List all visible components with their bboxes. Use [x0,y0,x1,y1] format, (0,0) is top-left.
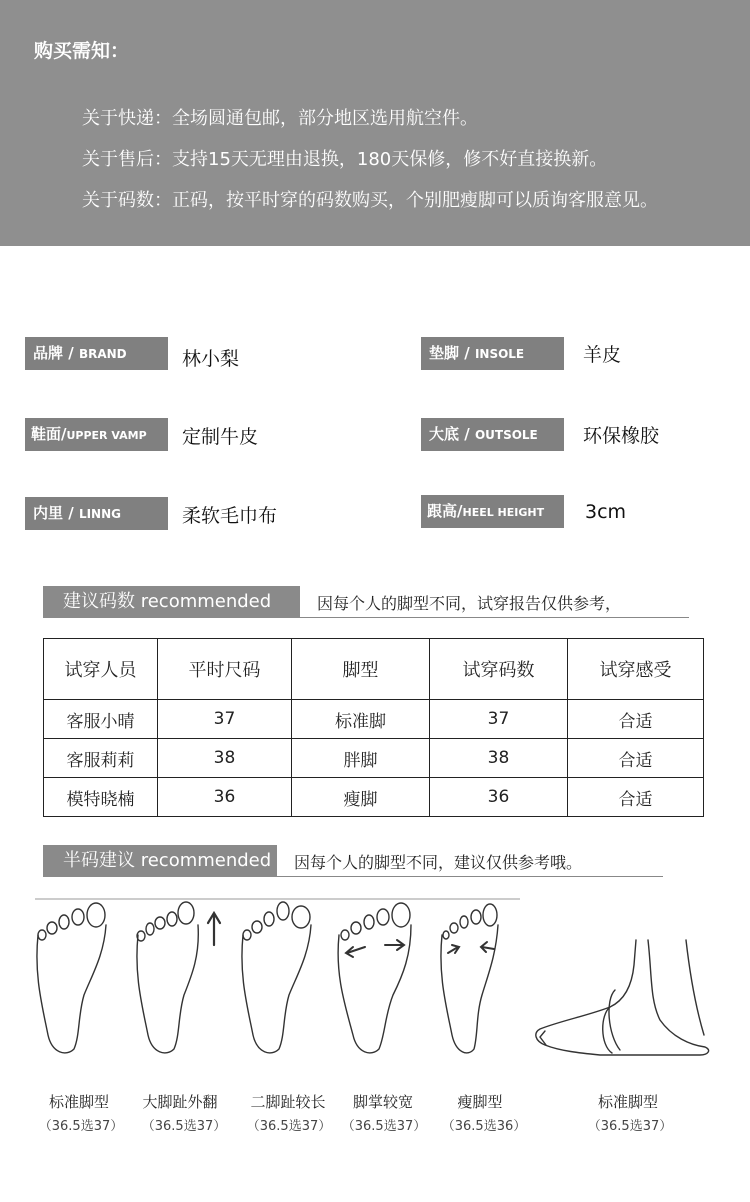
table-header: 试穿码数 [430,639,568,700]
foot-bunion-icon [137,902,220,1053]
foot-size-long-second-toe: （36.5选37） [246,1119,332,1134]
foot-size-side-standard: （36.5选37） [587,1119,673,1134]
foot-side-view-icon [536,940,709,1055]
foot-wide-icon [338,903,411,1053]
purchase-notice [0,0,750,246]
spec-label-outsole: 大底 / OUTSOLE [421,418,564,451]
recommend-rule [300,617,689,618]
table-cell: 瘦脚 [292,778,430,817]
notice-title: 购买需知： [34,40,130,62]
spec-value-upper: 定制牛皮 [182,426,259,448]
table-cell: 合适 [568,700,704,739]
foot-size-bunion: （36.5选37） [141,1119,227,1134]
table-row [44,700,704,739]
foot-narrow-icon [441,904,498,1053]
foot-size-narrow: （36.5选36） [441,1119,527,1134]
table-header: 脚型 [292,639,430,700]
halfsize-banner: 半码建议 recommended [43,845,277,877]
foot-standard-icon [37,903,106,1053]
foot-label-wide: 脚掌较宽 [352,1093,413,1111]
notice-shipping: 关于快递：全场圆通包邮，部分地区选用航空件。 [82,108,478,129]
spec-label-brand: 品牌 / BRAND [25,337,168,370]
spec-value-outsole: 环保橡胶 [583,425,660,447]
recommend-note: 因每个人的脚型不同，试穿报告仅供参考， [317,594,622,613]
notice-aftersale: 关于售后：支持15天无理由退换，180天保修，修不好直接换新。 [82,149,608,170]
spec-label-upper: 鞋面/UPPER VAMP [25,418,168,451]
table-cell: 模特晓楠 [44,778,158,817]
foot-size-standard: （36.5选37） [38,1119,124,1134]
recommend-banner: 建议码数 recommended [43,586,300,618]
table-header: 试穿感受 [568,639,704,700]
table-header-row [44,639,704,700]
foot-label-standard: 标准脚型 [48,1093,109,1111]
foot-label-narrow: 瘦脚型 [457,1093,503,1111]
foot-drawings [0,895,750,1095]
table-cell: 客服小晴 [44,700,158,739]
spec-label-heel: 跟高/HEEL HEIGHT [421,495,564,528]
table-cell: 合适 [568,739,704,778]
halfsize-note: 因每个人的脚型不同，建议仅供参考哦。 [294,853,583,872]
table-row [44,778,704,817]
table-cell: 37 [430,700,568,739]
table-header: 试穿人员 [44,639,158,700]
table-cell: 标准脚 [292,700,430,739]
table-cell: 36 [430,778,568,817]
foot-label-bunion: 大脚趾外翻 [142,1093,218,1111]
table-header: 平时尺码 [158,639,292,700]
table-cell: 38 [430,739,568,778]
spec-value-insole: 羊皮 [583,344,622,366]
table-cell: 客服莉莉 [44,739,158,778]
spec-value-lining: 柔软毛巾布 [182,505,278,527]
table-cell: 36 [158,778,292,817]
spec-label-lining: 内里 / LINNG [25,497,168,530]
spec-value-brand: 林小梨 [182,348,240,370]
halfsize-rule [277,876,663,877]
foot-label-long-second-toe: 二脚趾较长 [250,1093,326,1111]
table-cell: 37 [158,700,292,739]
fit-report-table [43,638,704,817]
notice-sizing: 关于码数：正码，按平时穿的码数购买，个别肥瘦脚可以质询客服意见。 [82,190,658,211]
foot-label-side-standard: 标准脚型 [597,1093,658,1111]
spec-value-heel: 3cm [585,501,627,523]
foot-size-wide: （36.5选37） [341,1119,427,1134]
foot-long-second-toe-icon [242,902,311,1053]
table-cell: 胖脚 [292,739,430,778]
table-cell: 合适 [568,778,704,817]
table-cell: 38 [158,739,292,778]
foot-types-illustration [0,895,750,1134]
table-row [44,739,704,778]
spec-label-insole: 垫脚 / INSOLE [421,337,564,370]
